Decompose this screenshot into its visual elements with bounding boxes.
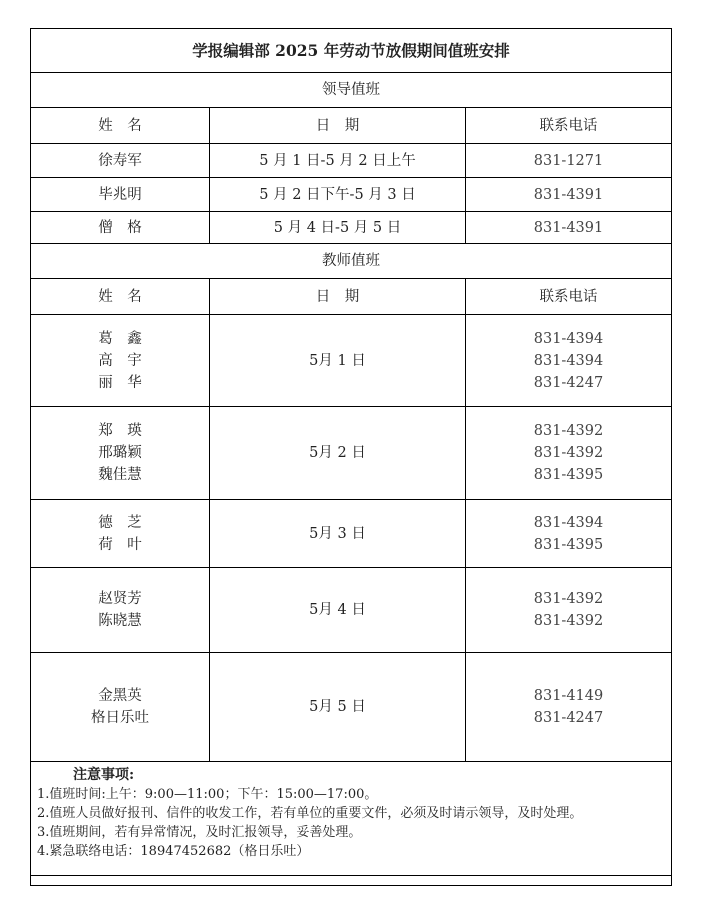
teacher-phone: 831-4394 <box>533 330 604 347</box>
teacher-name: 丽 华 <box>98 374 142 391</box>
teacher-phone: 831-4392 <box>533 423 604 439</box>
note-item: 1.值班时间:上午：9:00—11:00；下午：15:00—17:00。 <box>37 787 378 802</box>
leader-row <box>31 178 672 212</box>
teacher-name: 高 宇 <box>98 352 142 369</box>
teacher-names <box>31 407 210 500</box>
teacher-name: 德 芝 <box>98 514 142 531</box>
teacher-name: 荷 叶 <box>98 536 142 553</box>
teacher-phone: 831-4247 <box>533 374 604 391</box>
teacher-phones <box>466 653 672 762</box>
teacher-phone: 831-4394 <box>533 514 604 531</box>
leader-date: 5 月 2 日下午-5 月 3 日 <box>210 178 466 212</box>
teacher-row <box>31 407 672 500</box>
teacher-phone: 831-4395 <box>533 467 604 483</box>
leader-phone: 831-1271 <box>466 144 672 178</box>
note-item: 3.值班期间，若有异常情况，及时汇报领导，妥善处理。 <box>37 825 362 840</box>
teacher-section-heading: 教师值班 <box>31 244 672 279</box>
note-item: 4.紧急联络电话：18947452682（格日乐吐） <box>37 844 310 859</box>
teacher-phone: 831-4395 <box>533 536 604 553</box>
duty-schedule-table <box>30 28 672 886</box>
teacher-name: 邢璐颖 <box>98 445 142 461</box>
teacher-phone: 831-4394 <box>533 352 604 369</box>
teacher-name: 格日乐吐 <box>91 710 149 726</box>
note-item: 2.值班人员做好报刊、信件的收发工作，若有单位的重要文件，必须及时请示领导，及时处理。 <box>37 806 583 821</box>
leader-date: 5 月 4 日-5 月 5 日 <box>210 212 466 244</box>
teacher-name: 陈晓慧 <box>98 613 142 629</box>
teacher-names <box>31 653 210 762</box>
teacher-name: 魏佳慧 <box>98 467 142 483</box>
date-column-header: 日 期 <box>210 279 466 315</box>
teacher-phones <box>466 407 672 500</box>
teacher-phone: 831-4247 <box>533 710 604 726</box>
teacher-phones <box>466 568 672 653</box>
name-column-header: 姓 名 <box>31 108 210 144</box>
teacher-name: 葛 鑫 <box>98 330 142 347</box>
leader-phone: 831-4391 <box>466 212 672 244</box>
teacher-row <box>31 568 672 653</box>
teacher-row <box>31 500 672 568</box>
leader-name: 僧 格 <box>31 212 210 244</box>
teacher-phones <box>466 315 672 407</box>
teacher-row <box>31 315 672 407</box>
leader-row <box>31 144 672 178</box>
teacher-phone: 831-4392 <box>533 591 604 607</box>
teacher-date: 5月 2 日 <box>210 407 466 500</box>
teacher-phone: 831-4392 <box>533 613 604 629</box>
teacher-name: 金黑英 <box>98 688 142 704</box>
teacher-names <box>31 315 210 407</box>
leader-section-heading: 领导值班 <box>31 73 672 108</box>
page-title: 学报编辑部 2025 年劳动节放假期间值班安排 <box>31 29 672 73</box>
notes-section <box>31 762 672 886</box>
leader-phone: 831-4391 <box>466 178 672 212</box>
teacher-name: 赵贤芳 <box>98 591 142 607</box>
leader-name: 毕兆明 <box>31 178 210 212</box>
teacher-date: 5月 4 日 <box>210 568 466 653</box>
teacher-phone: 831-4392 <box>533 445 604 461</box>
teacher-phones <box>466 500 672 568</box>
phone-column-header: 联系电话 <box>466 108 672 144</box>
teacher-names <box>31 568 210 653</box>
teacher-date: 5月 5 日 <box>210 653 466 762</box>
teacher-date: 5月 1 日 <box>210 315 466 407</box>
phone-column-header: 联系电话 <box>466 279 672 315</box>
teacher-name: 郑 瑛 <box>98 423 142 439</box>
teacher-names <box>31 500 210 568</box>
leader-row <box>31 212 672 244</box>
leader-date: 5 月 1 日-5 月 2 日上午 <box>210 144 466 178</box>
name-column-header: 姓 名 <box>31 279 210 315</box>
teacher-phone: 831-4149 <box>533 688 604 704</box>
notes-title: 注意事项: <box>73 767 135 783</box>
date-column-header: 日 期 <box>210 108 466 144</box>
teacher-date: 5月 3 日 <box>210 500 466 568</box>
teacher-row <box>31 653 672 762</box>
leader-name: 徐寿军 <box>31 144 210 178</box>
